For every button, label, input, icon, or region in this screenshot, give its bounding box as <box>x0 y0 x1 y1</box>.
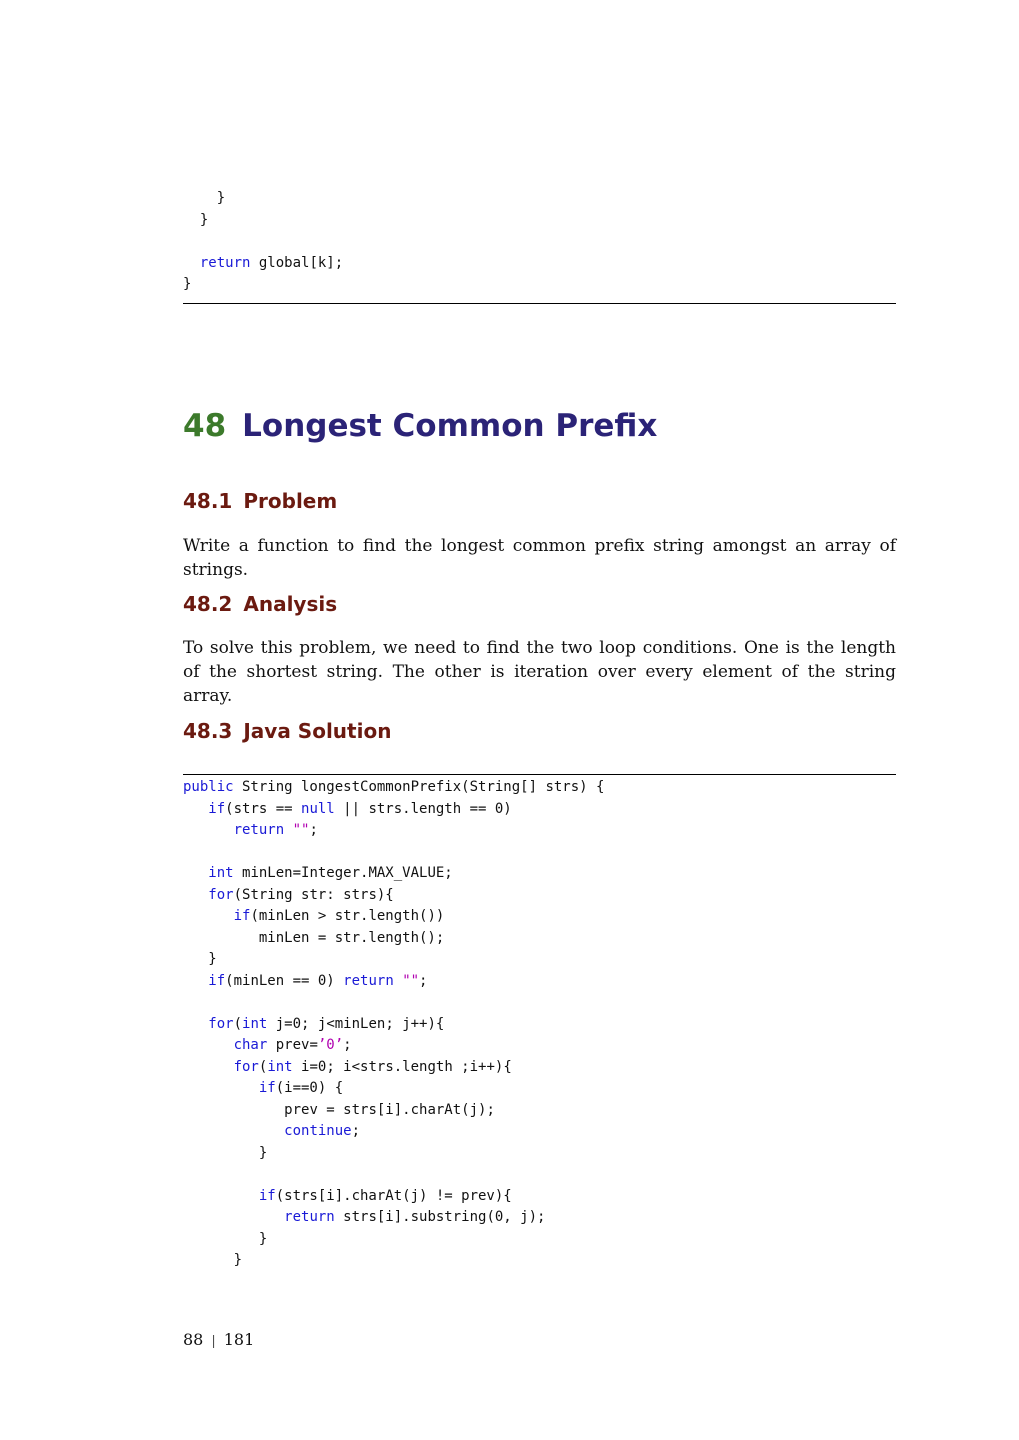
code-indent <box>183 801 208 817</box>
code-text: } <box>233 1252 243 1268</box>
section-number: 48.2 <box>183 592 233 616</box>
code-line <box>183 1078 343 1100</box>
chapter-number: 48 <box>183 408 227 444</box>
code-line <box>183 1100 495 1122</box>
code-text: (minLen > str.length()) <box>250 908 445 924</box>
code-text: strs[i].substring(0, j); <box>334 1209 546 1225</box>
code-indent <box>183 887 208 903</box>
code-indent <box>183 865 208 881</box>
problem-paragraph: Write a function to find the longest common prefix string amongst an array of strings. <box>183 536 896 580</box>
code-line <box>183 1250 242 1272</box>
code-indent <box>183 1252 234 1268</box>
code-keyword: int <box>208 865 234 881</box>
chapter-heading <box>183 405 657 447</box>
section-number: 48.1 <box>183 489 233 513</box>
code-text: ; <box>343 1037 352 1053</box>
code-keyword: for <box>233 1058 259 1075</box>
code-indent <box>183 1188 259 1204</box>
code-text: } <box>208 951 217 967</box>
code-indent <box>183 1145 259 1161</box>
section-heading-problem <box>183 488 337 514</box>
code-indent <box>183 212 200 228</box>
section-title: Analysis <box>243 592 338 616</box>
code-keyword: int <box>267 1058 293 1075</box>
code-indent <box>183 190 217 206</box>
code-line <box>183 188 225 210</box>
code-keyword: if <box>208 972 226 989</box>
code-text: (strs == <box>225 800 302 817</box>
code-line <box>183 253 343 275</box>
code-keyword: if <box>233 908 251 924</box>
code-line <box>183 928 444 950</box>
code-line <box>183 1229 267 1251</box>
code-line <box>183 1143 267 1165</box>
code-string: ’0’ <box>317 1037 344 1053</box>
code-text: j=0; j<minLen; j++){ <box>267 1015 445 1032</box>
code-line <box>183 1186 512 1208</box>
page-total: 181 <box>223 1330 255 1349</box>
code-indent <box>183 1059 234 1075</box>
code-keyword: public <box>183 779 234 795</box>
code-text: ( <box>258 1058 268 1075</box>
code-text: ; <box>309 822 318 838</box>
code-text: } <box>258 1230 268 1247</box>
code-text: prev= <box>267 1037 318 1053</box>
code-text: } <box>258 1144 268 1161</box>
code-keyword: for <box>208 1015 234 1032</box>
code-text: minLen=Integer.MAX_VALUE; <box>233 865 453 881</box>
section-heading-java-solution <box>183 718 391 744</box>
section-title: Problem <box>243 489 338 513</box>
code-text: ( <box>233 1015 243 1032</box>
page-footer <box>183 1330 254 1349</box>
code-indent <box>183 908 234 924</box>
page-separator: | <box>211 1334 216 1349</box>
code-line <box>183 1207 545 1229</box>
code-text: (strs[i].charAt(j) != prev){ <box>275 1187 512 1204</box>
code-text: ; <box>351 1123 361 1139</box>
code-line <box>183 210 208 232</box>
code-keyword: return <box>343 972 394 989</box>
code-string: "" <box>402 972 420 989</box>
code-line <box>183 1121 360 1143</box>
code-indent <box>183 822 234 838</box>
code-line <box>183 1014 444 1036</box>
code-indent <box>183 930 259 946</box>
code-keyword: null <box>301 800 335 817</box>
code-rule-bottom <box>183 303 896 304</box>
code-line <box>183 906 444 928</box>
code-line <box>183 799 512 821</box>
code-indent <box>183 1037 234 1053</box>
code-text: prev = strs[i].charAt(j); <box>284 1101 495 1118</box>
code-text: String longestCommonPrefix(String[] strs) { <box>233 779 605 795</box>
code-keyword: if <box>208 800 226 817</box>
code-string: "" <box>292 822 310 838</box>
code-line <box>183 949 217 971</box>
code-keyword: continue <box>284 1123 352 1139</box>
code-indent <box>183 1209 284 1225</box>
analysis-paragraph: To solve this problem, we need to find the two loop conditions. One is the length of the shortest string. The other is iteration over every element of the string array. <box>183 638 896 706</box>
code-text: (String str: strs){ <box>233 886 394 903</box>
code-line <box>183 274 191 296</box>
code-keyword: return <box>233 822 285 838</box>
code-text: } <box>216 190 226 206</box>
code-keyword: if <box>258 1187 276 1204</box>
code-indent <box>183 1080 259 1096</box>
code-line <box>183 885 394 907</box>
code-line <box>183 777 604 799</box>
code-text <box>394 973 402 989</box>
code-text: minLen = str.length(); <box>258 929 445 946</box>
code-line <box>183 1057 512 1079</box>
code-keyword: return <box>284 1209 335 1225</box>
code-text: global[k]; <box>250 254 344 271</box>
code-line <box>183 863 453 885</box>
section-title: Java Solution <box>243 719 392 743</box>
page-number: 88 <box>183 1330 204 1349</box>
code-text: } <box>183 276 192 292</box>
code-text: i=0; i<strs.length ;i++){ <box>292 1058 512 1075</box>
code-line <box>183 1035 352 1057</box>
page <box>183 0 896 1440</box>
code-indent <box>183 1016 208 1032</box>
code-text: || strs.length == 0) <box>334 800 512 817</box>
code-text: ; <box>419 972 428 989</box>
code-text: (minLen == 0) <box>225 972 344 989</box>
code-keyword: int <box>242 1015 268 1032</box>
code-indent <box>183 951 208 967</box>
code-keyword: char <box>233 1037 268 1053</box>
code-keyword: if <box>258 1080 276 1096</box>
code-text: (i==0) { <box>275 1080 344 1096</box>
section-number: 48.3 <box>183 719 233 743</box>
code-text: } <box>199 211 209 228</box>
code-line <box>183 820 318 842</box>
code-rule-top <box>183 774 896 775</box>
code-keyword: return <box>199 254 251 271</box>
code-indent <box>183 255 200 271</box>
code-indent <box>183 1123 284 1139</box>
code-line <box>183 971 427 993</box>
code-indent <box>183 1102 284 1118</box>
chapter-title: Longest Common Prefix <box>242 408 658 444</box>
code-keyword: for <box>208 886 234 903</box>
code-text <box>284 822 292 838</box>
code-indent <box>183 973 208 989</box>
section-heading-analysis <box>183 591 337 617</box>
code-indent <box>183 1231 259 1247</box>
